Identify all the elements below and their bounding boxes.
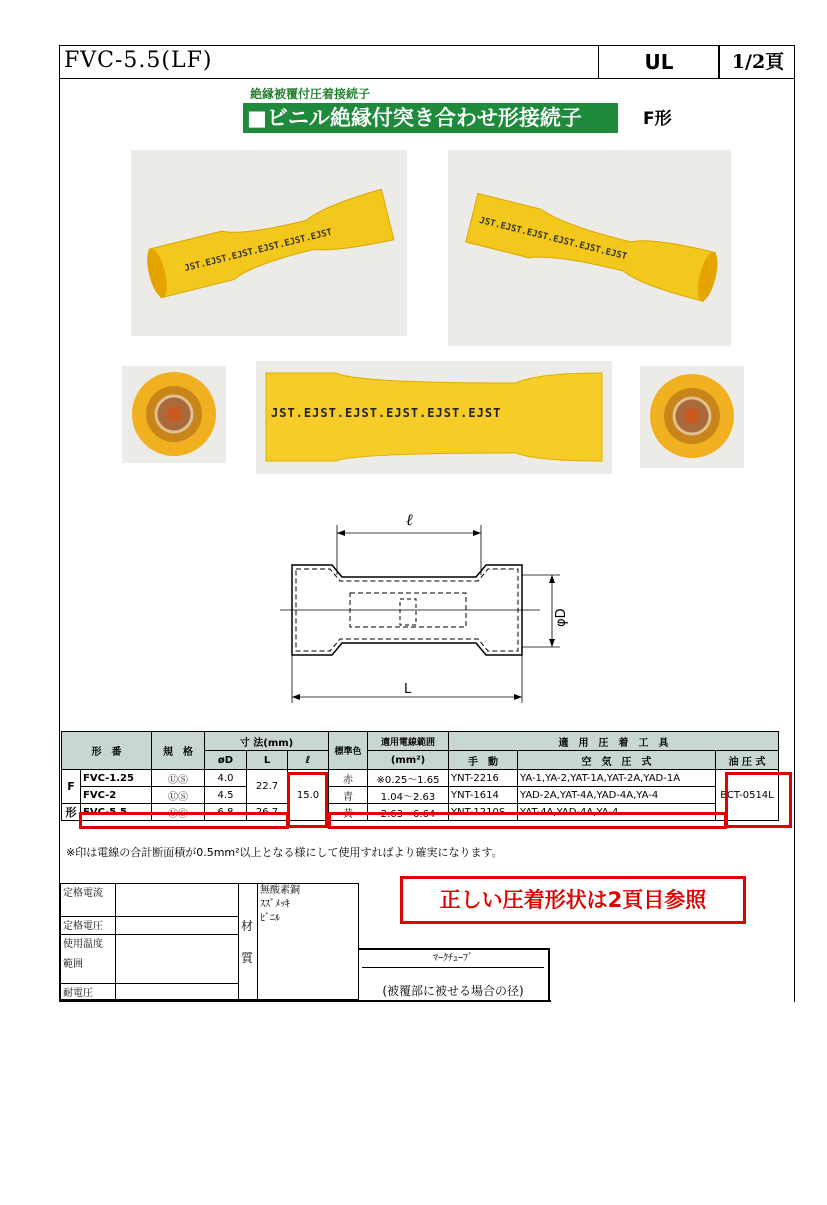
- header: [59, 45, 795, 79]
- end-view-right-image: [640, 366, 744, 468]
- color-cell: 赤: [329, 770, 368, 787]
- spec-table: [61, 731, 779, 821]
- air-cell: YAT-4A,YAD-4A,YA-4: [518, 804, 716, 821]
- material-2: ｽｽﾞﾒｯｷ: [260, 899, 290, 910]
- marker-tube-box: [358, 948, 550, 1002]
- th-range-unit: (mm²): [368, 751, 449, 770]
- range-cell: 1.04～2.63: [368, 787, 449, 804]
- th-dimension: 寸 法(mm): [205, 732, 329, 751]
- table-row: [62, 787, 779, 804]
- material-1: 無酸素銅: [260, 885, 300, 896]
- photo-marking-1: JST.EJST.EJST.EJST.EJST.EJST: [183, 227, 334, 274]
- th-manual: 手 動: [449, 751, 518, 770]
- dimension-diagram: [280, 505, 570, 705]
- photo-end-view-right: [640, 366, 744, 468]
- model-cell: FVC-5.5: [81, 804, 152, 821]
- th-standard: 規 格: [152, 732, 205, 770]
- connector-image-1: [131, 150, 407, 336]
- dim-l-label: ℓ: [406, 510, 413, 529]
- th-oil: 油 圧 式: [716, 751, 779, 770]
- material-label: [239, 884, 258, 1000]
- color-cell: 黄: [329, 804, 368, 821]
- standard-label: UL: [598, 46, 719, 78]
- d-cell: 6.8: [205, 804, 247, 821]
- th-color: 標準色: [329, 732, 368, 770]
- group-f: F: [62, 770, 81, 804]
- highlight-oil: [725, 772, 792, 828]
- product-subtitle: 絶縁被覆付圧着接続子: [250, 87, 371, 101]
- material-3: ﾋﾞﾆﾙ: [260, 913, 280, 924]
- d-cell: 4.5: [205, 787, 247, 804]
- temp-label-2: 範囲: [63, 959, 83, 970]
- th-L: L: [247, 751, 288, 770]
- bottom-rule: [59, 1000, 551, 1002]
- withstand-value: [116, 984, 239, 1000]
- oil-cell: BCT-0514L: [716, 770, 779, 821]
- material-values: [258, 884, 359, 1000]
- ell-shared-cell: 15.0: [288, 770, 329, 821]
- th-tools: 適 用 圧 着 工 具: [449, 732, 779, 751]
- material-shitsu: 質: [241, 950, 254, 965]
- page-number: 1/2頁: [718, 46, 796, 78]
- end-view-left-image: [122, 366, 226, 463]
- model-cell: FVC-1.25: [81, 770, 152, 787]
- side-view-marking: JST.EJST.EJST.EJST.EJST.EJST: [271, 406, 502, 420]
- tube-label: ﾏｰｸﾁｭｰﾌﾞ: [362, 950, 544, 968]
- model-cell: FVC-2: [81, 787, 152, 804]
- photo-connector-1: [131, 150, 407, 336]
- withstand-label: 耐電圧: [61, 984, 116, 1000]
- air-cell: YA-1,YA-2,YAT-1A,YAT-2A,YAD-1A: [518, 770, 716, 787]
- table-row: [62, 770, 779, 787]
- product-form: F形: [643, 109, 672, 129]
- tube-caption: (被覆部に被せる場合の径): [382, 984, 524, 998]
- l-shared-cell: 22.7: [247, 770, 288, 804]
- th-air: 空 気 圧 式: [518, 751, 716, 770]
- rated-current-label: 定格電流: [61, 884, 116, 917]
- dim-L-label: L: [404, 682, 412, 697]
- manual-cell: YNT-2216: [449, 770, 518, 787]
- materials-table: [60, 883, 359, 1000]
- std-cell: ⓊⓈ: [152, 804, 205, 821]
- th-D: øD: [205, 751, 247, 770]
- manual-cell: YNT-1614: [449, 787, 518, 804]
- dim-D-label: φD: [554, 608, 569, 627]
- range-cell: 2.63～6.64: [368, 804, 449, 821]
- product-name: ■ビニル絶縁付突き合わせ形接続子: [243, 103, 618, 133]
- group-kei: 形: [62, 804, 81, 821]
- range-cell: ※0.25～1.65: [368, 770, 449, 787]
- d-cell: 4.0: [205, 770, 247, 787]
- th-model: 形 番: [62, 732, 152, 770]
- photo-side-view: [256, 361, 612, 474]
- material-zai: 材: [241, 918, 254, 933]
- std-cell: ⓊⓈ: [152, 770, 205, 787]
- std-cell: ⓊⓈ: [152, 787, 205, 804]
- photo-marking-2: JST.EJST.EJST.EJST.EJST.EJST: [478, 215, 628, 263]
- highlight-row-right: [328, 812, 727, 829]
- rated-voltage-label: 定格電圧: [61, 917, 116, 935]
- connector-image-2: [448, 150, 731, 346]
- l-cell: 26.7: [247, 804, 288, 821]
- manual-cell: YNT-1210S: [449, 804, 518, 821]
- th-l: ℓ: [288, 751, 329, 770]
- photo-end-view-left: [122, 366, 226, 463]
- crimp-reference: 正しい圧着形状は2頁目参照: [400, 876, 746, 924]
- temp-label: [61, 935, 116, 984]
- highlight-ell: [287, 772, 328, 828]
- photo-connector-2: [448, 150, 731, 346]
- doc-title: FVC-5.5(LF): [64, 48, 213, 73]
- color-cell: 青: [329, 787, 368, 804]
- temp-value: [116, 935, 239, 984]
- rated-current-value: [116, 884, 239, 917]
- rated-voltage-value: [116, 917, 239, 935]
- footnote: ※印は電線の合計断面積が0.5mm²以上となる様にして使用すればより確実になります。: [66, 846, 503, 859]
- air-cell: YAD-2A,YAT-4A,YAD-4A,YA-4: [518, 787, 716, 804]
- temp-label-1: 使用温度: [63, 939, 103, 950]
- highlight-row-left: [79, 812, 289, 829]
- th-range: 適用電線範囲: [368, 732, 449, 751]
